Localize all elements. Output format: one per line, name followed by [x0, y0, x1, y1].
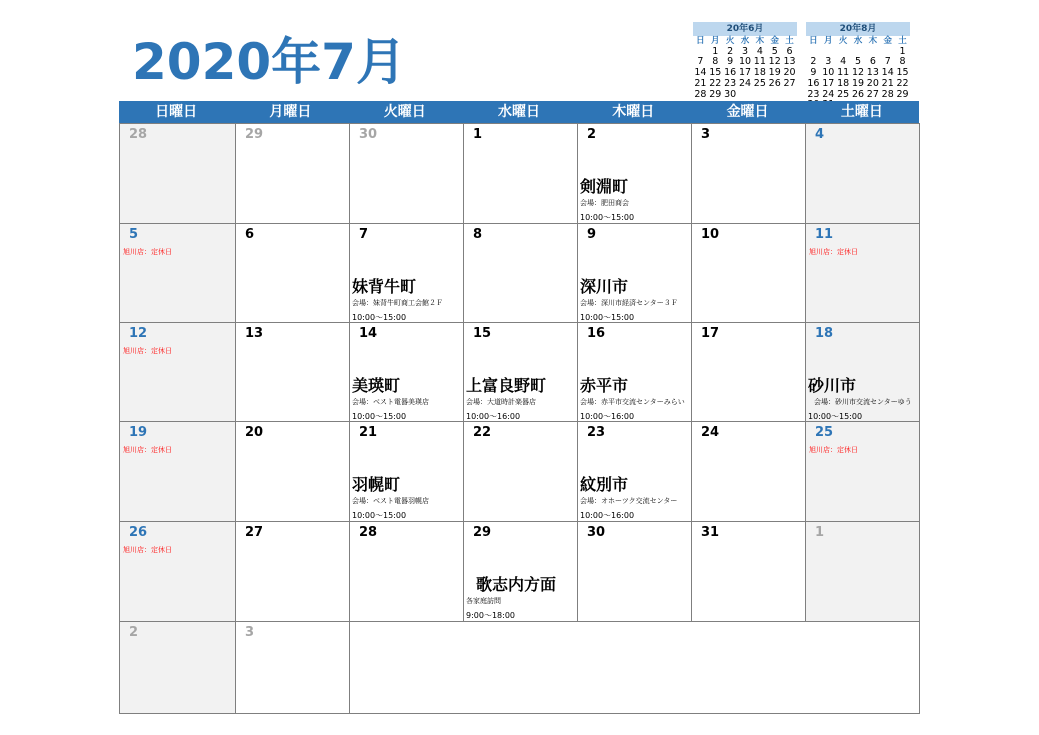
day-number: 30: [359, 127, 378, 142]
day-number: 11: [815, 227, 834, 242]
mini-day: 26: [768, 77, 781, 89]
day-cell[interactable]: [349, 421, 464, 522]
mini-weekday: 土: [898, 36, 907, 46]
mini-day: 12: [768, 56, 781, 68]
mini-day: 29: [896, 88, 909, 100]
mini-day: 2: [810, 56, 817, 68]
closed-note: 旭川店：定休日: [123, 546, 172, 554]
closed-note: 旭川店：定休日: [809, 446, 858, 454]
closed-note: 旭川店：定休日: [123, 347, 172, 355]
day-cell[interactable]: [349, 223, 464, 323]
mini-day: 6: [869, 56, 876, 68]
day-cell[interactable]: [463, 421, 578, 522]
day-cell[interactable]: [349, 521, 464, 622]
day-cell[interactable]: [235, 421, 350, 522]
day-number: 31: [701, 525, 720, 540]
mini-day: 21: [881, 77, 894, 89]
weekday-label: 土曜日: [840, 104, 883, 120]
mini-weekday: 火: [838, 36, 848, 46]
mini-day: 13: [783, 56, 796, 68]
event-title: 砂川市: [808, 376, 857, 395]
event-title: 赤平市: [580, 376, 629, 395]
mini-day: 29: [709, 88, 722, 100]
mini-day: 4: [840, 56, 847, 68]
day-cell[interactable]: [349, 123, 464, 224]
closed-note: 旭川店：定休日: [123, 446, 172, 454]
day-number: 1: [473, 127, 483, 142]
event-venue: 会場：深川市経済センター３Ｆ: [580, 299, 678, 307]
mini-day: 16: [724, 67, 737, 79]
mini-day: 4: [756, 45, 763, 57]
day-cell[interactable]: [691, 123, 806, 224]
day-number: 3: [701, 127, 711, 142]
day-cell[interactable]: [691, 521, 806, 622]
event-title: 歌志内方面: [476, 575, 557, 594]
day-number: 1: [815, 525, 825, 540]
mini-day: 14: [694, 67, 707, 79]
event-venue: 会場：オホーツク交流センター: [580, 497, 678, 505]
event-venue: 会場：大道時計楽器店: [466, 398, 536, 406]
weekday-label: 火曜日: [383, 104, 426, 120]
event-time: 9:00～18:00: [466, 611, 516, 620]
day-number: 21: [359, 425, 378, 440]
mini-day: 7: [884, 56, 891, 68]
mini-day: 8: [899, 56, 906, 68]
event-title: 剣淵町: [580, 177, 629, 196]
day-cell[interactable]: [119, 322, 236, 422]
day-number: 3: [245, 625, 255, 640]
calendar-grid: [119, 123, 919, 713]
event-title: 美瑛町: [352, 376, 401, 395]
day-cell[interactable]: [235, 322, 350, 422]
mini-day: 7: [697, 56, 704, 68]
day-number: 22: [473, 425, 492, 440]
weekday-label: 木曜日: [612, 104, 655, 120]
mini-day: 23: [724, 77, 737, 89]
event-time: 10:00～15:00: [580, 313, 635, 322]
mini-weekday: 日: [809, 36, 818, 46]
day-cell[interactable]: [463, 322, 578, 422]
mini-weekday: 木: [868, 36, 878, 46]
day-number: 19: [129, 425, 148, 440]
event-venue: 会場：ベスト電器羽幌店: [352, 497, 429, 505]
day-cell[interactable]: [235, 223, 350, 323]
mini-day: 10: [738, 56, 752, 68]
mini-day: [782, 90, 797, 101]
day-number: 10: [701, 227, 720, 242]
mini-day: 9: [727, 56, 734, 68]
day-number: 2: [129, 625, 139, 640]
day-number: 12: [129, 326, 148, 341]
mini-day: 23: [807, 88, 820, 100]
mini-weekday: 水: [853, 36, 863, 46]
mini-day: 13: [866, 67, 879, 79]
event-time: 10:00～16:00: [580, 511, 635, 520]
day-cell[interactable]: [235, 123, 350, 224]
day-cell[interactable]: [235, 621, 350, 714]
mini-day: 28: [694, 88, 707, 100]
day-number: 26: [129, 525, 148, 540]
event-time: 10:00～15:00: [352, 412, 407, 421]
day-cell[interactable]: [805, 521, 920, 622]
mini-day: 1: [712, 45, 719, 57]
mini-day: [767, 90, 782, 101]
day-number: 29: [473, 525, 492, 540]
mini-calendar-days: [693, 36, 797, 100]
mini-day: 6: [786, 45, 793, 57]
mini-day: [738, 90, 753, 101]
mini-day: 25: [753, 77, 766, 89]
day-cell[interactable]: [119, 621, 236, 714]
mini-day: 15: [896, 67, 909, 79]
mini-weekday: 金: [883, 36, 892, 46]
mini-day: 2: [727, 45, 734, 57]
mini-day: 20: [783, 67, 796, 79]
day-number: 16: [587, 326, 606, 341]
day-number: 2: [587, 127, 597, 142]
day-number: 5: [129, 227, 139, 242]
day-number: 27: [245, 525, 264, 540]
mini-weekday: 金: [770, 36, 779, 46]
day-cell[interactable]: [463, 521, 578, 622]
weekday-label: 日曜日: [155, 104, 198, 120]
day-number: 28: [129, 127, 148, 142]
event-venue: 会場：ベスト電器美瑛店: [352, 398, 429, 406]
day-number: 25: [815, 425, 834, 440]
day-cell[interactable]: [463, 223, 578, 323]
day-number: 4: [815, 127, 825, 142]
day-number: 14: [359, 326, 378, 341]
mini-weekday: 月: [824, 36, 833, 46]
event-title: 妹背牛町: [352, 277, 417, 296]
day-cell[interactable]: [119, 521, 236, 622]
day-number: 20: [245, 425, 264, 440]
day-number: 30: [587, 525, 606, 540]
mini-calendar-header: 20年8月: [806, 22, 910, 36]
event-title: 紋別市: [580, 475, 629, 494]
mini-day: 20: [866, 77, 879, 89]
day-cell[interactable]: [119, 421, 236, 522]
mini-calendar: [693, 22, 797, 100]
day-cell[interactable]: [577, 123, 692, 224]
mini-day: 27: [866, 88, 879, 100]
mini-day: 8: [712, 56, 719, 68]
mini-day: 28: [881, 88, 894, 100]
event-title: 上富良野町: [466, 376, 547, 395]
mini-day: 3: [741, 45, 749, 57]
mini-day: 11: [837, 67, 850, 79]
mini-day: 25: [837, 88, 850, 100]
day-cell[interactable]: [691, 322, 806, 422]
mini-day: 24: [738, 77, 752, 89]
day-number: 18: [815, 326, 834, 341]
day-number: 9: [587, 227, 597, 242]
mini-weekday: 土: [785, 36, 794, 46]
day-number: 6: [245, 227, 255, 242]
event-time: 10:00～16:00: [466, 412, 521, 421]
day-cell[interactable]: [577, 322, 692, 422]
mini-calendar: [806, 22, 910, 111]
mini-day: 17: [822, 77, 835, 89]
mini-day: 14: [881, 67, 894, 79]
event-time: 10:00～15:00: [580, 213, 635, 222]
mini-day: 26: [851, 88, 865, 100]
day-cell[interactable]: [119, 223, 236, 323]
mini-day: 15: [709, 67, 722, 79]
mini-weekday: 木: [755, 36, 765, 46]
mini-calendar-header: 20年6月: [693, 22, 797, 36]
day-cell[interactable]: [577, 223, 692, 323]
mini-day: 27: [783, 77, 796, 89]
mini-day: [752, 90, 767, 101]
mini-calendar-days: [806, 36, 910, 111]
day-cell[interactable]: [691, 223, 806, 323]
day-number: 17: [701, 326, 720, 341]
weekday-label: 金曜日: [726, 104, 769, 120]
day-cell[interactable]: [577, 521, 692, 622]
mini-day: 5: [854, 56, 862, 68]
mini-weekday: 月: [711, 36, 720, 46]
mini-day: 18: [837, 77, 850, 89]
mini-day: 11: [753, 56, 766, 68]
closed-note: 旭川店：定休日: [809, 248, 858, 256]
day-cell[interactable]: [805, 123, 920, 224]
day-cell[interactable]: [119, 123, 236, 224]
day-cell[interactable]: [463, 123, 578, 224]
day-number: 28: [359, 525, 378, 540]
mini-weekday: 日: [696, 36, 705, 46]
day-number: 24: [701, 425, 720, 440]
day-cell[interactable]: [691, 421, 806, 522]
event-venue: 会場：妹背牛町商工会館２Ｆ: [352, 299, 443, 307]
mini-weekday: 火: [725, 36, 735, 46]
event-title: 深川市: [580, 277, 629, 296]
event-time: 10:00～15:00: [808, 412, 863, 421]
event-title: 羽幌町: [352, 475, 401, 494]
page-title: 2020年7月: [132, 33, 406, 91]
day-cell[interactable]: [577, 421, 692, 522]
event-venue: 会場：砂川市交流センターゆう: [814, 398, 912, 406]
mini-day: 10: [822, 67, 835, 79]
weekday-label: 月曜日: [269, 104, 312, 120]
mini-day: 12: [851, 67, 865, 79]
day-number: 15: [473, 326, 492, 341]
day-cell[interactable]: [349, 322, 464, 422]
mini-day: 22: [709, 77, 722, 89]
day-number: 7: [359, 227, 369, 242]
mini-day: 30: [724, 88, 737, 100]
event-venue: 会場：赤平市交流センターみらい: [580, 398, 685, 406]
mini-day: 16: [807, 77, 820, 89]
empty-area: [349, 621, 920, 714]
mini-day: 1: [899, 45, 906, 57]
mini-day: 22: [896, 77, 909, 89]
day-number: 29: [245, 127, 264, 142]
mini-day: 17: [738, 67, 752, 79]
day-cell[interactable]: [805, 421, 920, 522]
mini-day: 5: [771, 45, 778, 57]
mini-day: 19: [768, 67, 781, 79]
weekday-header: [119, 101, 919, 123]
day-cell[interactable]: [805, 223, 920, 323]
day-cell[interactable]: [235, 521, 350, 622]
event-time: 10:00～15:00: [352, 313, 407, 322]
mini-weekday: 水: [740, 36, 750, 46]
event-venue: 各家庭訪問: [466, 597, 501, 605]
mini-day: 21: [694, 77, 707, 89]
mini-day: 9: [810, 67, 817, 79]
weekday-label: 水曜日: [497, 104, 540, 120]
mini-day: 3: [825, 56, 832, 68]
closed-note: 旭川店：定休日: [123, 248, 172, 256]
day-number: 13: [245, 326, 264, 341]
event-time: 10:00～16:00: [580, 412, 635, 421]
mini-day: 24: [822, 88, 835, 100]
mini-day: 19: [851, 77, 865, 89]
day-number: 8: [473, 227, 483, 242]
day-number: 23: [587, 425, 606, 440]
day-cell[interactable]: [805, 322, 920, 422]
event-time: 10:00～15:00: [352, 511, 407, 520]
mini-day: 18: [753, 67, 766, 79]
event-venue: 会場：肥田商会: [580, 199, 629, 207]
